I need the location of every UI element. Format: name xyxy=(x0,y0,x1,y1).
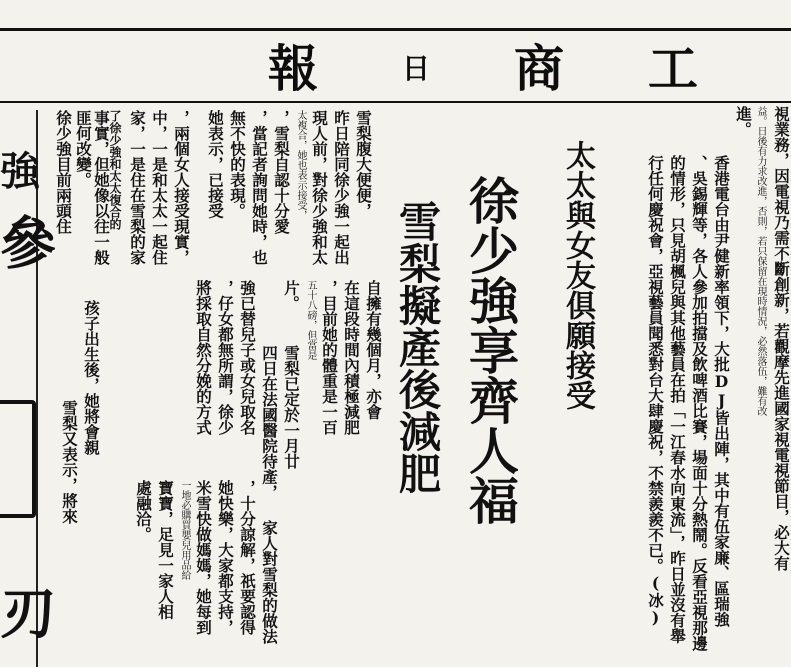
article-column: 寶寶，足見一家人相 xyxy=(156,480,175,620)
article-column: 昨日陪同徐少強一起出 xyxy=(332,110,351,265)
article-column: 她表示，已接受 xyxy=(206,110,225,219)
headline-kicker: 太太與女友俱願接受 xyxy=(560,140,595,410)
headline-title: 徐少強享齊人福 xyxy=(461,175,520,525)
article-column: ，十分諒解，祇要認得 xyxy=(238,480,257,635)
article-column: 中，一是和太太一起住 xyxy=(150,110,169,265)
masthead-char: 報 xyxy=(268,40,318,98)
article-column: 四日在法國醫院待產， xyxy=(260,345,279,500)
masthead-top-rule xyxy=(0,28,791,31)
article-column: ，當記者詢問她時，也 xyxy=(250,110,269,265)
article-column: 雪梨又表示，將來 xyxy=(60,400,79,524)
article-column: 一地必購買嬰兒用品給 xyxy=(179,480,190,580)
article-column: ，仔女都無所謂，徐少 xyxy=(216,280,235,435)
masthead-char: 日 xyxy=(401,52,430,85)
masthead xyxy=(268,40,698,98)
top-story-column: 的情形，只見胡楓兒與其他藝員在拍「一江春水向東流」，昨日並沒有舉 xyxy=(668,155,687,644)
article-column: 雪梨腹大便便， xyxy=(354,110,373,219)
article-column: ，目前她的體重是一百 xyxy=(320,280,339,435)
article-column: 徐少強目前兩頭住 xyxy=(54,110,73,234)
left-edge-headline-fragment: 刃 xyxy=(0,581,56,647)
article-column: 匪何改變。 xyxy=(74,110,93,188)
article-column: 處融洽。 xyxy=(134,480,153,542)
masthead-char: 商 xyxy=(513,40,564,98)
masthead-char: 工 xyxy=(647,40,698,98)
article-column: 將採取自然分娩的方式 xyxy=(194,280,213,435)
left-edge-headline-fragment: 強 xyxy=(0,148,40,195)
article-column: 家，一是住在雪梨的家 xyxy=(128,110,147,265)
article-column: 米雪快做媽媽，她每到 xyxy=(194,480,213,635)
article-column: 家人對雪梨的做法 xyxy=(260,520,279,644)
top-story-column: 進。 xyxy=(734,106,753,137)
left-edge-headline-fragment: 參 xyxy=(0,211,56,277)
top-story-column: 香港電台由尹健新率領下，大批DJ皆出陣，其中有伍家廉、區瑞強 xyxy=(712,155,731,627)
masthead-bottom-rule xyxy=(0,101,791,103)
article-column: 在這段時間內積極減肥 xyxy=(342,280,361,435)
top-story-column: 視業務，因電視乃需不斷創新，若觀摩先進國家視電視節目，必大有 xyxy=(772,106,791,571)
article-column: 事實，但她像以往一般 xyxy=(92,110,111,265)
article-column: 她快樂，大家都支持， xyxy=(216,480,235,635)
article-column: 了徐少強和太太復合的 xyxy=(108,110,122,230)
article-column: 孩子出生後，她將會親 xyxy=(82,300,101,455)
top-story-column: 、吳錫輝等，各人參加拍擋及飲啤酒比賽，場面十分熱鬧。反看亞視那邊 xyxy=(690,155,709,651)
top-story-column: 行任何慶祝會，亞視藝員聞悉對台大肆慶祝，不禁羨羨不已。(冰) xyxy=(646,155,665,627)
headline-subtitle: 雪梨擬產後減肥 xyxy=(393,200,442,494)
article-column: 自擁有幾個月，亦會 xyxy=(364,280,383,420)
article-column: ，兩個女人接受現實， xyxy=(172,110,191,265)
decorative-frame xyxy=(0,400,36,518)
article-column: 現人前，對徐少強和太 xyxy=(310,110,329,265)
top-story-column: 益。日後有力求改進，否則，若只保留在現時情況，必然落伍，難有改 xyxy=(755,106,766,416)
article-column: 雪梨已定於一月廿 xyxy=(282,345,301,469)
article-column: 片。 xyxy=(282,280,301,311)
article-column: 無不快的表現。 xyxy=(228,110,247,219)
article-column: 強已替兒子或女兒取名 xyxy=(238,280,257,435)
article-column: 太複合，她也表示接受， xyxy=(295,110,306,220)
article-column: ，雪梨自認十分愛 xyxy=(272,110,291,234)
article-column: 五十八磅，但當是 xyxy=(305,280,316,360)
